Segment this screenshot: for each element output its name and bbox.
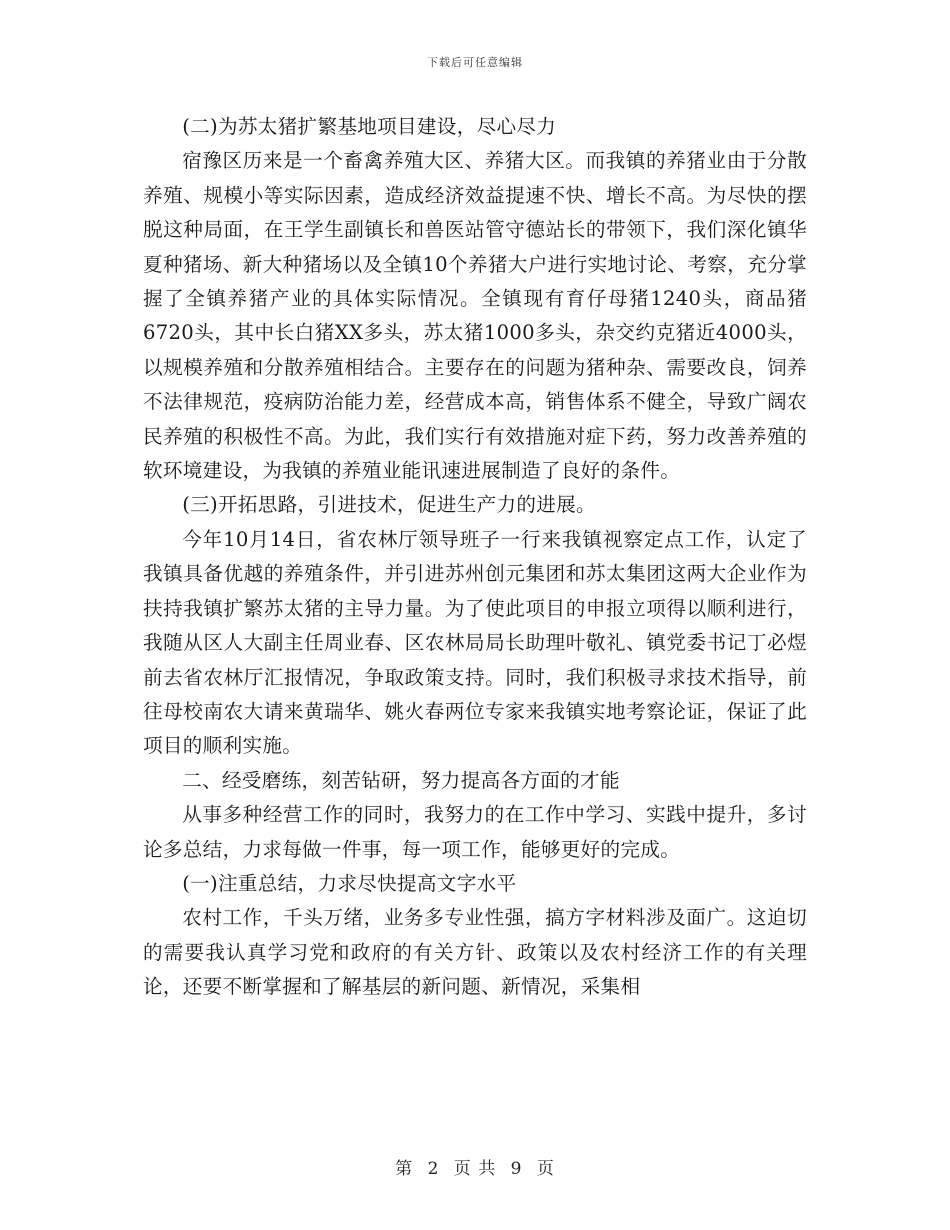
footer-middle: 页 共 [453,1159,497,1179]
section-heading: (二)为苏太猪扩繁基地项目建设，尽心尽力 [182,115,557,138]
body-paragraph: 农村工作，千头万绪，业务多专业性强，搞方字材料涉及面广。这迫切的需要我认真学习党和政府的有关方针、政策以及农村经济工作的有关理论，还要不断掌握和了解基层的新问题、新情况，采集相 [143,906,807,999]
footer-total-pages: 9 [510,1159,523,1179]
page-header: 下载后可任意编辑 [427,56,523,69]
section-heading: 二、经受磨练，刻苦钻研，努力提高各方面的才能 [182,768,620,792]
body-paragraph: 宿豫区历来是一个畜禽养殖大区、养猪大区。而我镇的养猪业由于分散养殖、规模小等实际因素，造成经济效益提速不快、增长不高。为尽快的摆脱这种局面，在王学生副镇长和兽医站管守德站长的带领下，我们深化镇华夏种猪场、新大种猪场以及全镇10个养猪大户进行实地讨论、考察，充分掌握了全镇养猪产业的具体实际情况。全镇现有育仔母猪1240头，商品猪6720头，其中长白猪XX多头，苏太猪1000多头，杂交约克猪近4000头，以规模养殖和分散养殖相结合。主要存在的问题为猪种杂、需要改良，饲养不法律规范，疫病防治能力差，经营成本高，销售体系不健全，导致广阔农民养殖的积极性不高。为此，我们实行有效措施对症下药，努力改善养殖的软环境建设，为我镇的养殖业能讯速进展制造了良好的条件。 [143,149,807,483]
section-heading: (三)开拓思路，引进技术，促进生产力的进展。 [182,493,596,517]
page-footer [0,1154,950,1179]
footer-prefix: 第 [395,1159,414,1179]
body-paragraph: 从事多种经营工作的同时，我努力的在工作中学习、实践中提升，多讨论多总结，力求每做一件事，每一项工作，能够更好的完成。 [143,803,807,861]
body-paragraph: 今年10月14日，省农林厅领导班子一行来我镇视察定点工作，认定了我镇具备优越的养殖条件，并引进苏州创元集团和苏太集团这两大企业作为扶持我镇扩繁苏太猪的主导力量。为了使此项目的申报立项得以顺利进行，我随从区人大副主任周业春、区农林局局长助理叶敬礼、镇党委书记丁必煜前去省农林厅汇报情况，争取政策支持。同时，我们积极寻求技术指导，前往母校南农大请来黄瑞华、姚火春两位专家来我镇实地考察论证，保证了此项目的顺利实施。 [143,527,807,758]
footer-suffix: 页 [536,1159,555,1179]
section-heading: (一)注重总结，力求尽快提高文字水平 [182,871,517,895]
document-body [143,110,807,1005]
footer-page-number: 2 [427,1159,440,1179]
